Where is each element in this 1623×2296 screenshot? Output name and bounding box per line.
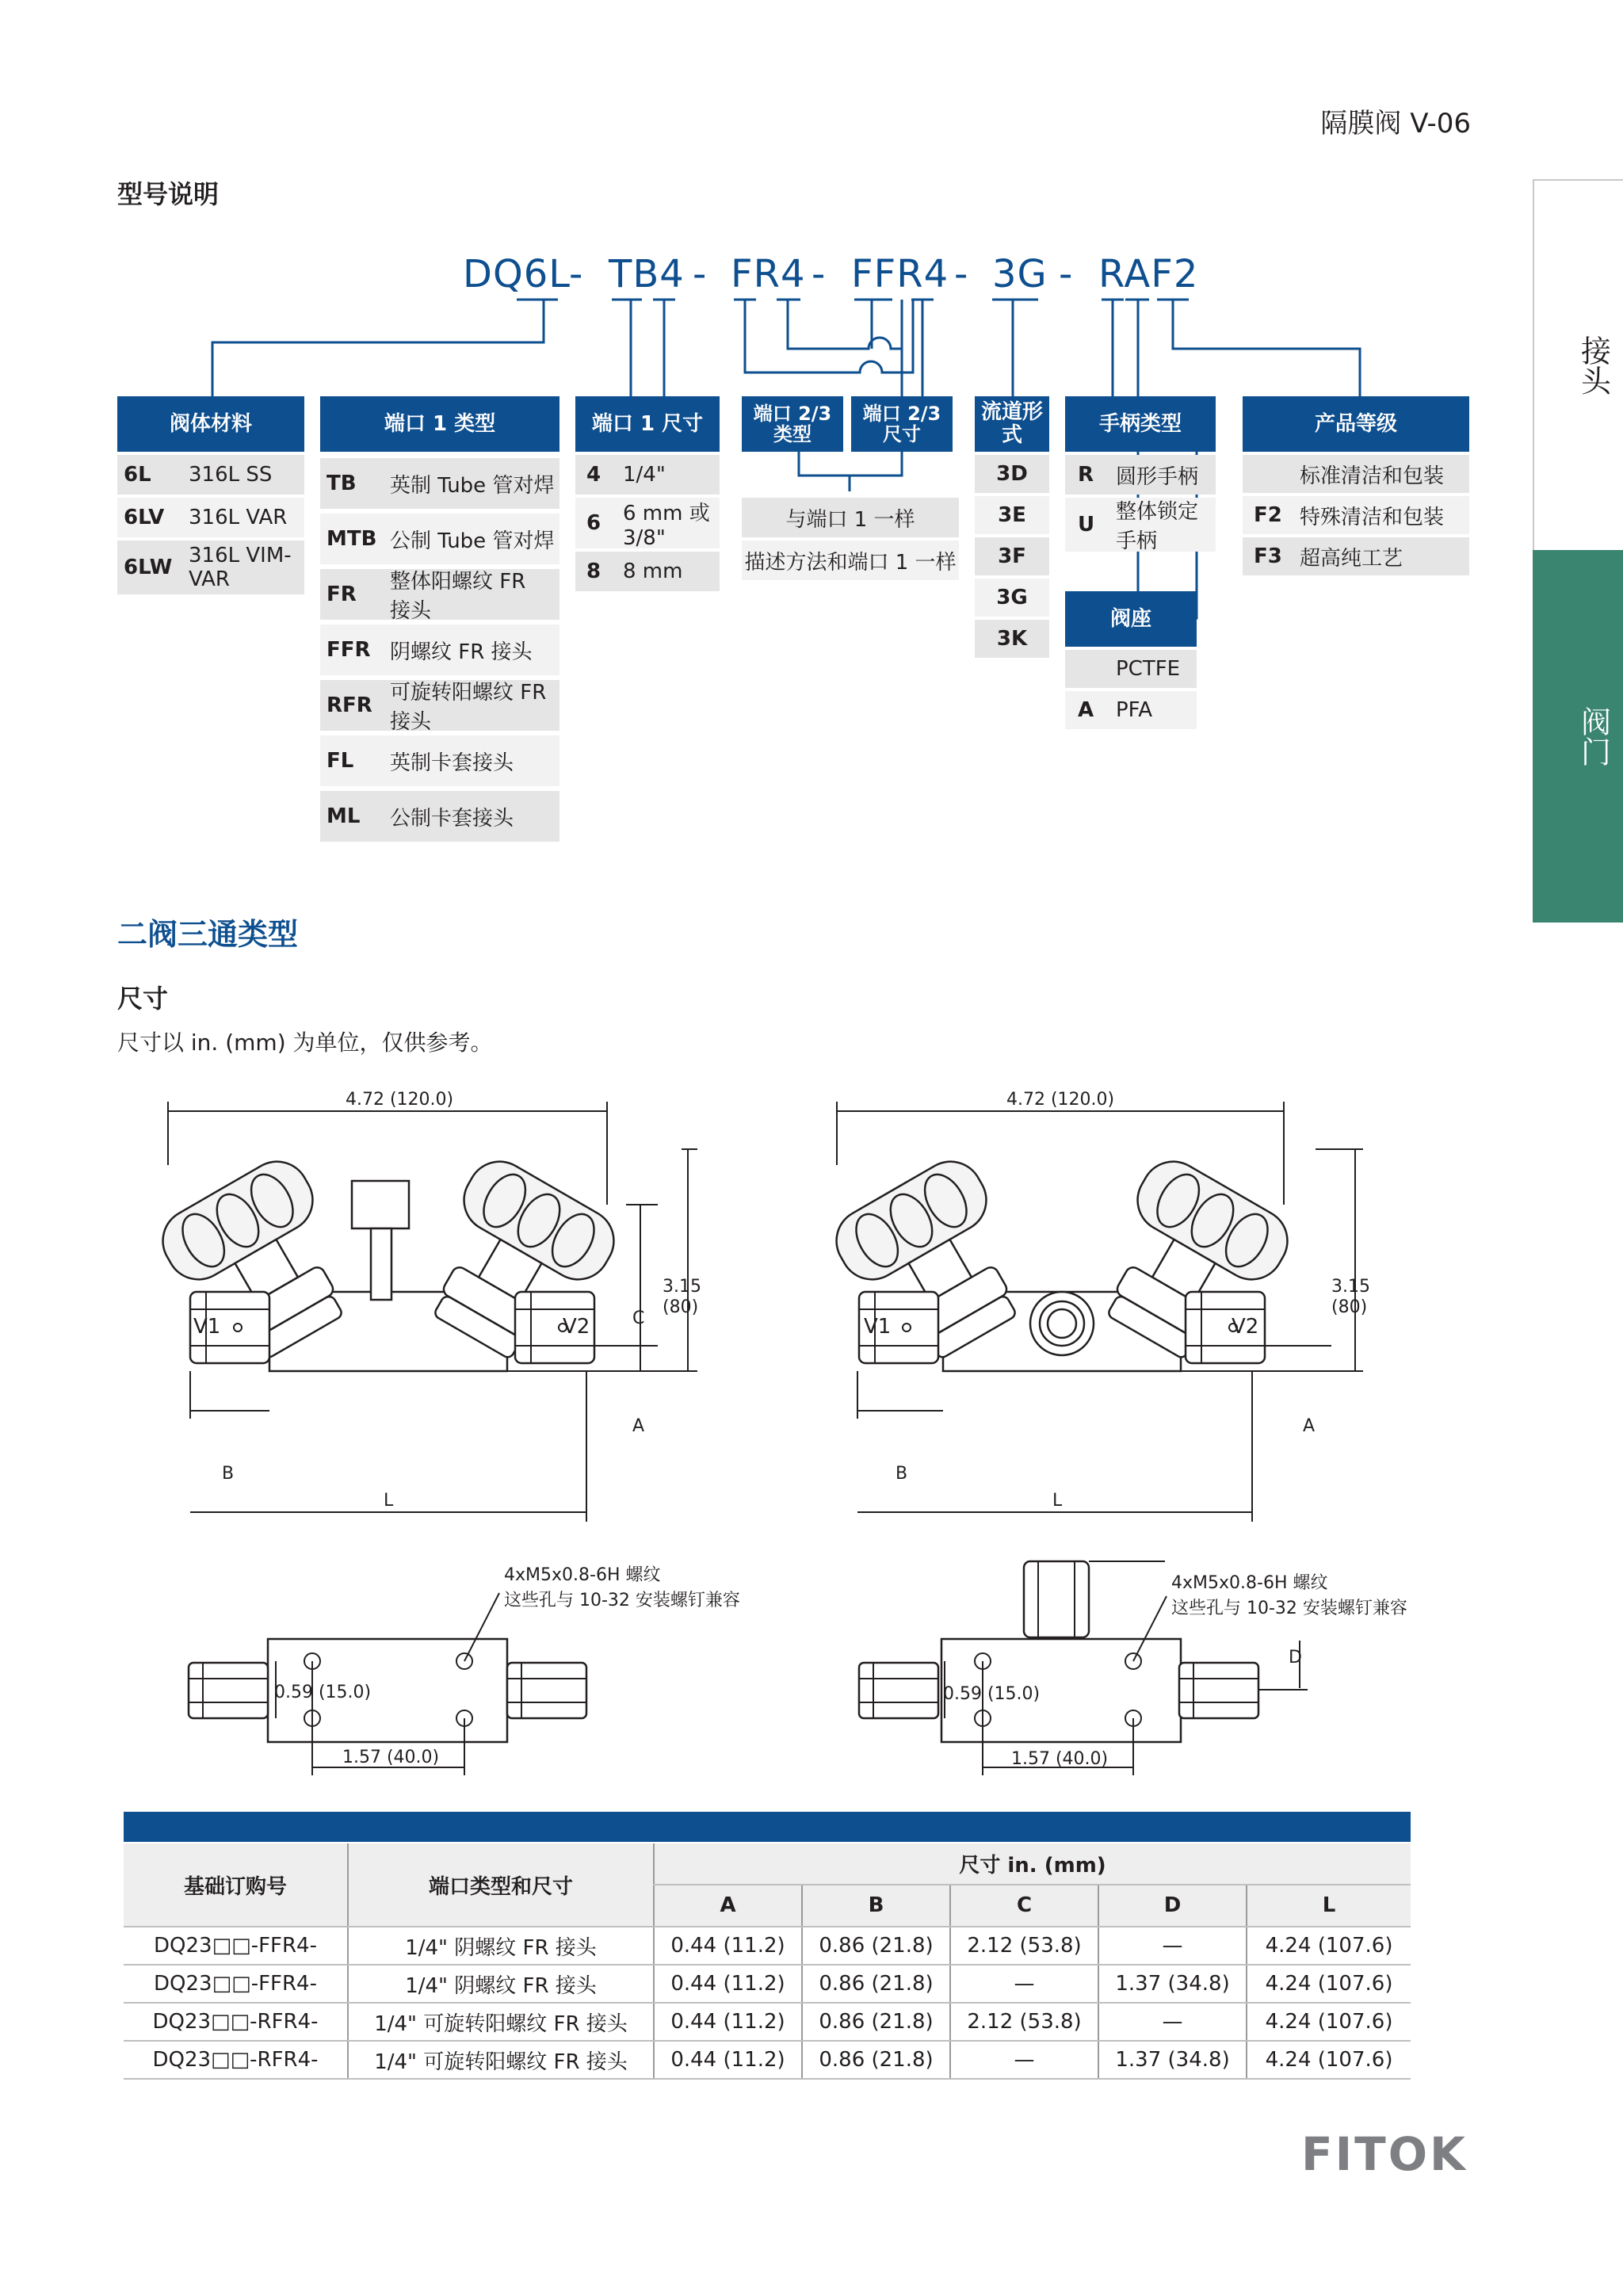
desc-cell: 1/4" [623,463,666,487]
cell-a: 0.44 (11.2) [654,1965,802,2003]
table-row [124,1927,1411,1965]
code-part-5: 3G [992,252,1048,296]
thread-note-1: 4xM5x0.8-6H 螺纹 [1171,1573,1328,1593]
cell-order-no: DQ23□□-FFR4- [124,1927,348,1965]
cell-b: 0.86 (21.8) [802,2041,950,2079]
port1-type-row [320,514,559,564]
desc-cell: PCTFE [1116,657,1181,681]
flow-row: 3E [975,496,1049,534]
a-dim-label: A [632,1416,645,1436]
grade-header: 产品等级 [1243,396,1469,452]
section-title: 型号说明 [117,179,220,209]
height-dim-1: 3.15 [663,1277,701,1297]
thread-note-2: 这些孔与 10-32 安装螺钉兼容 [504,1591,740,1610]
hole-spacing-v: 0.59 (15.0) [274,1683,372,1702]
desc-cell: 圆形手柄 [1116,464,1199,489]
code-cell: FR [327,583,357,606]
code-cell: 6LW [124,556,173,579]
body-material-row [117,498,304,537]
col-d: D [1098,1885,1247,1927]
v1-label: V1 [193,1315,221,1339]
fitok-logo: FITOK [1300,2127,1468,2181]
desc-cell: 316L VAR [189,506,288,529]
code-sep: - [1059,252,1073,296]
cell-c: 2.12 (53.8) [950,1927,1098,1965]
d-dim-label: D [1289,1648,1302,1668]
cell-l: 4.24 (107.6) [1247,2003,1411,2041]
flow-row: 3D [975,455,1049,493]
code-cell: 8 [586,560,601,583]
cell-a: 0.44 (11.2) [654,2041,802,2079]
code-part-3: FR4 [731,252,806,296]
handle-row [1065,498,1216,552]
cell-d: — [1098,1927,1247,1965]
seat-row [1065,691,1197,729]
thread-note-2: 这些孔与 10-32 安装螺钉兼容 [1171,1599,1407,1618]
port1-type-row [320,791,559,842]
cell-c: — [950,1965,1098,2003]
dimension-table [124,1843,1411,2080]
code-part-4: FFR4 [851,252,949,296]
desc-cell: 8 mm [623,560,683,583]
l-dim-label: L [1052,1491,1063,1511]
grade-row [1243,537,1469,575]
flow-row: 3G [975,579,1049,617]
cell-l: 4.24 (107.6) [1247,1927,1411,1965]
col-port-type-size: 端口类型和尺寸 [348,1843,654,1927]
dims-note: 尺寸以 in. (mm) 为单位，仅供参考。 [117,1030,493,1056]
cell-b: 0.86 (21.8) [802,1965,950,2003]
port1-size-header: 端口 1 尺寸 [575,396,720,452]
cell-l: 4.24 (107.6) [1247,2041,1411,2079]
cell-b: 0.86 (21.8) [802,1927,950,1965]
cell-c: — [950,2041,1098,2079]
desc-cell: 6 mm 或 3/8" [623,501,710,550]
desc-cell: 标准清洁和包装 [1300,464,1445,488]
flow-row: 3F [975,537,1049,575]
desc-cell: 英制卡套接头 [390,751,514,775]
code-cell: F2 [1254,503,1282,527]
table-row [124,1965,1411,2003]
grade-row [1243,455,1469,493]
desc-cell: 316L SS [189,463,273,487]
port1-type-row [320,458,559,509]
col-l: L [1247,1885,1411,1927]
port23-row [742,498,959,537]
cell-d: — [1098,2003,1247,2041]
desc-cell: 公制卡套接头 [390,806,514,831]
code-cell: 6 [586,511,601,535]
code-sep: - [693,252,707,296]
cell-order-no: DQ23□□-RFR4- [124,2003,348,2041]
v2-label: V2 [1232,1315,1259,1339]
port23-type-header: 端口 2/3 类型 [742,396,843,452]
port1-size-row [575,455,720,495]
cell-port: 1/4" 阴螺纹 FR 接头 [348,1927,654,1965]
desc-cell: 与端口 1 一样 [785,507,915,532]
code-cell: ML [327,804,361,828]
code-part-6: RAF2 [1098,252,1199,296]
table-row [124,2041,1411,2079]
port1-type-row [320,625,559,675]
tab-valves-label: 阀门 [1575,706,1611,766]
hole-spacing-h: 1.57 (40.0) [1011,1749,1109,1769]
handle-row [1065,455,1216,495]
subsection-title: 二阀三通类型 [117,917,299,952]
flow-header: 流道形式 [975,396,1049,452]
cell-order-no: DQ23□□-FFR4- [124,1965,348,2003]
v1-label: V1 [864,1315,892,1339]
seat-header: 阀座 [1065,591,1197,647]
height-dim-2: (80) [663,1297,699,1317]
code-cell: A [1078,698,1094,722]
cell-c: 2.12 (53.8) [950,2003,1098,2041]
code-cell: U [1078,513,1095,537]
b-dim-label: B [896,1464,908,1484]
col-b: B [802,1885,950,1927]
desc-cell: 特殊清洁和包装 [1300,505,1445,529]
table-top-bar [124,1812,1411,1842]
height-dim-1: 3.15 [1331,1277,1370,1297]
width-dim-label: 4.72 (120.0) [346,1090,454,1110]
cell-d: 1.37 (34.8) [1098,2041,1247,2079]
code-part-1: DQ6L [463,252,571,296]
code-cell: FFR [327,638,371,662]
desc-cell: 英制 Tube 管对焊 [390,473,555,498]
col-dimensions: 尺寸 in. (mm) [654,1843,1411,1885]
handle-header: 手柄类型 [1065,396,1216,452]
code-cell: F3 [1254,544,1282,568]
col-a: A [654,1885,802,1927]
desc-cell: 316L VIM-VAR [189,544,292,591]
body-material-header: 阀体材料 [117,396,304,452]
body-material-row [117,541,304,594]
cell-order-no: DQ23□□-RFR4- [124,2041,348,2079]
desc-cell: 公制 Tube 管对焊 [390,529,555,553]
desc-cell: 整体阳螺纹 FR 接头 [390,570,526,623]
port1-type-row [320,735,559,786]
tab-fittings-label: 接头 [1575,335,1611,395]
height-dim-2: (80) [1331,1297,1368,1317]
port1-type-row [320,680,559,734]
cell-port: 1/4" 可旋转阳螺纹 FR 接头 [348,2003,654,2041]
seat-row [1065,650,1197,688]
desc-cell: 可旋转阳螺纹 FR 接头 [390,681,547,734]
desc-cell: 超高纯工艺 [1300,546,1403,571]
dimension-drawings [0,1070,1623,1783]
cell-l: 4.24 (107.6) [1247,1965,1411,2003]
code-sep: - [954,252,968,296]
cell-port: 1/4" 阴螺纹 FR 接头 [348,1965,654,2003]
desc-cell: 阴螺纹 FR 接头 [390,640,533,664]
code-cell: TB [327,472,357,495]
desc-cell: 整体锁定手柄 [1116,500,1199,553]
desc-cell: 描述方法和端口 1 一样 [744,550,957,575]
l-dim-label: L [384,1491,394,1511]
code-sep: - [569,252,583,296]
cell-b: 0.86 (21.8) [802,2003,950,2041]
code-cell: RFR [327,693,372,717]
width-dim-label: 4.72 (120.0) [1006,1090,1115,1110]
v2-label: V2 [563,1315,590,1339]
port23-row [742,541,959,580]
code-part-2: TB4 [609,252,685,296]
flow-row: 3K [975,620,1049,658]
page-header-title: 隔膜阀 V-06 [1320,108,1471,139]
b-dim-label: B [222,1464,235,1484]
a-dim-label: A [1303,1416,1316,1436]
cell-port: 1/4" 可旋转阳螺纹 FR 接头 [348,2041,654,2079]
c-dim-label: C [632,1308,645,1328]
desc-cell: PFA [1116,698,1153,722]
port1-size-row [575,498,720,548]
table-row [124,2003,1411,2041]
code-cell: 6L [124,463,151,487]
code-cell: R [1078,463,1094,487]
cell-a: 0.44 (11.2) [654,2003,802,2041]
port23-size-header: 端口 2/3 尺寸 [851,396,953,452]
code-sep: - [812,252,826,296]
thread-note-1: 4xM5x0.8-6H 螺纹 [504,1565,661,1585]
grade-row [1243,496,1469,534]
dims-title: 尺寸 [117,984,169,1014]
col-base-order-no: 基础订购号 [124,1843,348,1927]
port1-type-row [320,569,559,623]
col-c: C [950,1885,1098,1927]
port1-size-row [575,552,720,591]
cell-d: 1.37 (34.8) [1098,1965,1247,2003]
code-cell: FL [327,749,354,773]
hole-spacing-h: 1.57 (40.0) [342,1748,440,1767]
code-cell: MTB [327,527,377,551]
cell-a: 0.44 (11.2) [654,1927,802,1965]
body-material-row [117,455,304,495]
code-cell: 4 [586,463,601,487]
code-cell: 6LV [124,506,165,529]
hole-spacing-v: 0.59 (15.0) [943,1684,1041,1704]
port1-type-header: 端口 1 类型 [320,396,559,452]
